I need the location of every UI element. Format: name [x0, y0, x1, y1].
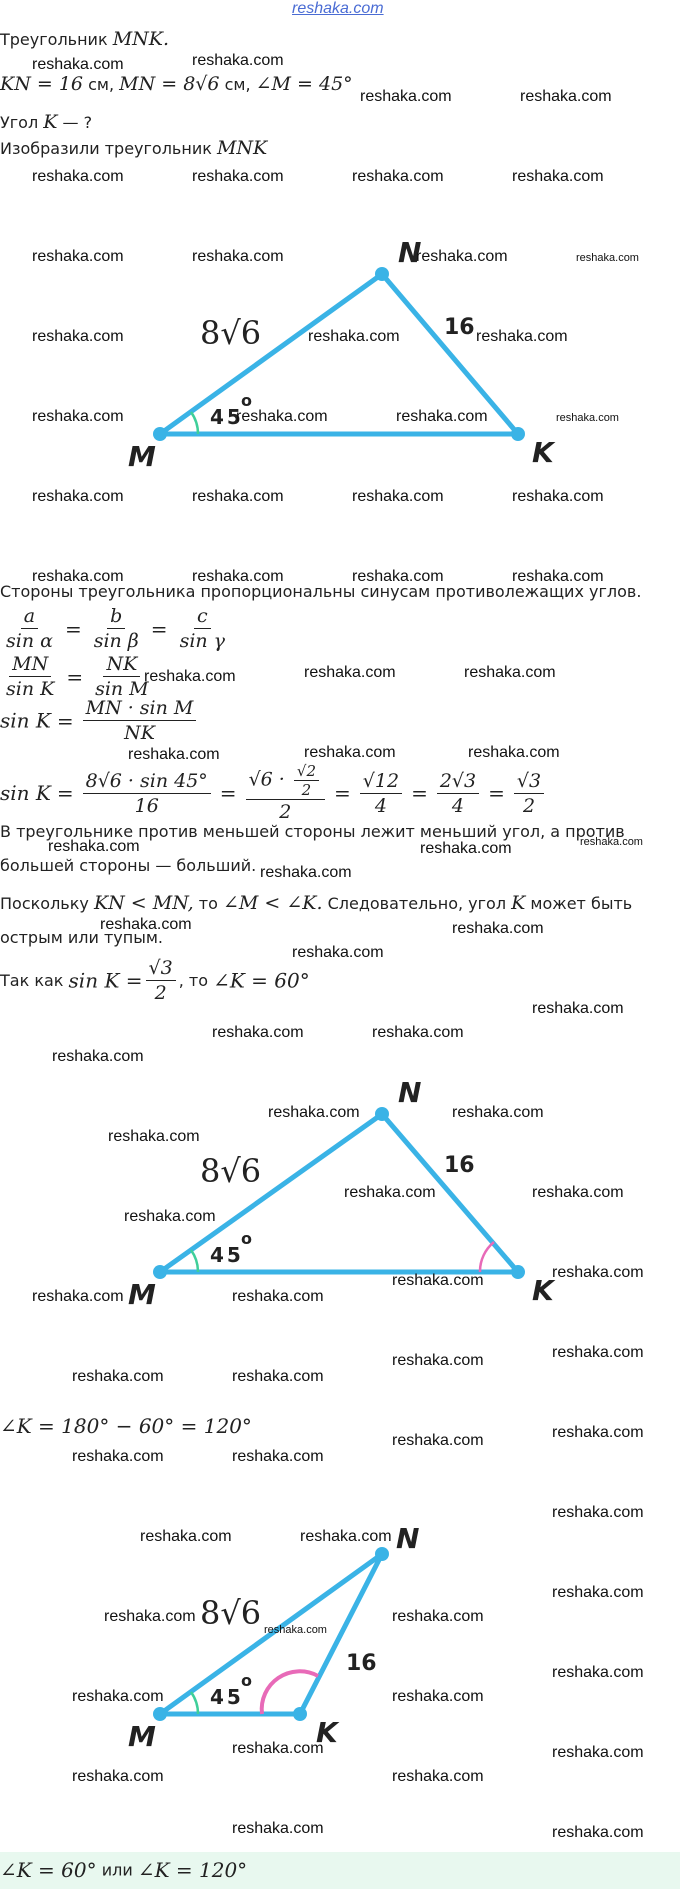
- vertex-n-label: N: [398, 1076, 422, 1109]
- answer-box: [0, 1852, 680, 1889]
- vertex-k-dot: [511, 427, 525, 441]
- watermark: reshaka.com: [520, 88, 612, 105]
- watermark: reshaka.com: [32, 1288, 124, 1305]
- den: sin α: [6, 630, 53, 652]
- answer-line: [0, 1858, 247, 1882]
- law-formula: [0, 604, 231, 653]
- num: 8√6 · sin 45°: [83, 769, 211, 794]
- frac-c: [177, 604, 228, 653]
- watermark: reshaka.com: [32, 168, 124, 185]
- angle-m-label: 45: [210, 1685, 244, 1709]
- vertex-k-label: K: [532, 436, 554, 469]
- watermark: reshaka.com: [552, 1584, 644, 1601]
- vertex-k-label: K: [316, 1716, 338, 1749]
- since-math-2: ∠M < ∠K.: [222, 892, 323, 914]
- side-nk-label: 16: [444, 1153, 475, 1178]
- watermark: reshaka.com: [232, 1740, 324, 1757]
- watermark: reshaka.com: [512, 568, 604, 585]
- second-case-formula: ∠K = 180° − 60° = 120°: [0, 1414, 252, 1438]
- angle-m-arc: [191, 1250, 198, 1272]
- drawn-triangle: MNK: [216, 137, 268, 159]
- unit-cm-2: см,: [219, 75, 256, 94]
- calc-f4: [437, 769, 479, 818]
- angle-k-arc: [480, 1242, 494, 1272]
- question-label: Угол: [0, 113, 44, 132]
- answer-part-1: ∠K = 60°: [0, 1858, 97, 1882]
- vertex-n-dot: [375, 267, 389, 281]
- num: NK: [103, 652, 140, 677]
- watermark: reshaka.com: [32, 248, 124, 265]
- watermark: reshaka.com: [392, 1352, 484, 1369]
- watermark: reshaka.com: [128, 746, 220, 763]
- num: [246, 762, 325, 800]
- site-link[interactable]: reshaka.com: [292, 0, 384, 17]
- num: √3: [514, 769, 544, 794]
- vertex-m-dot: [153, 1265, 167, 1279]
- problem-line-1: [0, 28, 169, 50]
- watermark: reshaka.com: [264, 1624, 327, 1636]
- vertex-n-label: N: [398, 236, 422, 269]
- num: √3: [146, 956, 176, 981]
- vertex-m-dot: [153, 427, 167, 441]
- watermark: reshaka.com: [552, 1664, 644, 1681]
- watermark: reshaka.com: [32, 56, 124, 73]
- since-math: KN < MN,: [93, 892, 194, 914]
- watermark: reshaka.com: [512, 488, 604, 505]
- num: 2√3: [437, 769, 479, 794]
- degree-mark: o: [241, 391, 252, 410]
- answer-part-2: ∠K = 120°: [137, 1858, 248, 1882]
- watermark: reshaka.com: [72, 1368, 164, 1385]
- den: 2: [301, 781, 312, 799]
- vertex-m-label: M: [128, 440, 156, 470]
- watermark: reshaka.com: [532, 1184, 624, 1201]
- side-mn-label: 8√6: [200, 314, 262, 352]
- watermark: reshaka.com: [72, 1448, 164, 1465]
- so-to: , то: [178, 971, 214, 990]
- watermark: reshaka.com: [32, 408, 124, 425]
- eq: =: [411, 781, 428, 805]
- num: a: [21, 604, 38, 629]
- degree-mark: o: [241, 1229, 252, 1248]
- watermark: reshaka.com: [232, 1448, 324, 1465]
- num: √2: [294, 762, 319, 781]
- vertex-k-dot: [511, 1265, 525, 1279]
- frac-a: [3, 604, 56, 653]
- law-text: Стороны треугольника пропорциональны синусам противолежащих углов.: [0, 582, 642, 601]
- watermark: reshaka.com: [352, 488, 444, 505]
- frac-nk: [92, 652, 152, 701]
- side-nk-label: 16: [444, 315, 475, 340]
- den: 4: [374, 794, 387, 817]
- watermark: reshaka.com: [552, 1504, 644, 1521]
- eq: =: [66, 664, 84, 689]
- watermark: reshaka.com: [392, 1608, 484, 1625]
- den: sin γ: [179, 630, 226, 652]
- rule-line-2: большей стороны — больший.: [0, 856, 257, 875]
- watermark: reshaka.com: [232, 1820, 324, 1837]
- watermark: reshaka.com: [192, 168, 284, 185]
- watermark: reshaka.com: [32, 488, 124, 505]
- side-mn-label: 8√6: [200, 1152, 262, 1190]
- question-line: [0, 111, 92, 133]
- watermark: reshaka.com: [396, 408, 488, 425]
- vertex-k-dot: [293, 1707, 307, 1721]
- watermark: reshaka.com: [308, 328, 400, 345]
- den: sin β: [93, 630, 139, 652]
- second-case: [0, 1414, 252, 1438]
- eq: =: [56, 708, 74, 733]
- den: NK: [124, 722, 155, 744]
- num: c: [194, 604, 211, 629]
- watermark: reshaka.com: [476, 328, 568, 345]
- watermark: reshaka.com: [104, 1608, 196, 1625]
- triangle-figure-1: [0, 230, 680, 470]
- watermark: reshaka.com: [72, 1688, 164, 1705]
- watermark: reshaka.com: [360, 88, 452, 105]
- den: 4: [451, 794, 465, 817]
- watermark: reshaka.com: [468, 744, 560, 761]
- watermark: reshaka.com: [72, 1768, 164, 1785]
- mn-value: MN = 8√6: [119, 73, 220, 95]
- den: 16: [134, 794, 159, 817]
- num: MN: [9, 652, 51, 677]
- den: 2: [279, 801, 292, 823]
- watermark: reshaka.com: [140, 1528, 232, 1545]
- den: sin M: [95, 678, 149, 700]
- since-line: [0, 892, 632, 914]
- drawn-line: [0, 137, 267, 159]
- since-line-2: острым или тупым.: [0, 928, 163, 947]
- kn-value: KN = 16: [0, 73, 83, 95]
- so-label: Так как: [0, 971, 69, 990]
- angle-m-arc: [191, 1692, 198, 1714]
- num-a: √6 ·: [248, 768, 285, 791]
- watermark: reshaka.com: [300, 1528, 392, 1545]
- num: b: [107, 604, 125, 629]
- den: sin K: [6, 678, 55, 700]
- eq: =: [56, 781, 74, 805]
- vertex-m-label: M: [128, 1720, 156, 1753]
- watermark: reshaka.com: [236, 408, 328, 425]
- side-mn-label: 8√6: [200, 1594, 262, 1632]
- watermark: reshaka.com: [352, 568, 444, 585]
- triangle-figure-3: [0, 1520, 680, 1760]
- drawn-label: Изобразили треугольник: [0, 139, 217, 158]
- eq: =: [64, 616, 82, 641]
- calc-f1: [83, 769, 211, 818]
- eq: =: [219, 781, 237, 805]
- watermark: reshaka.com: [392, 1432, 484, 1449]
- inner-frac: [294, 762, 319, 799]
- watermark: reshaka.com: [192, 248, 284, 265]
- calc-f2: [246, 762, 325, 824]
- so-sin: sin K =: [68, 968, 143, 993]
- eq: =: [150, 616, 168, 641]
- watermark: reshaka.com: [32, 328, 124, 345]
- so-frac: [146, 956, 176, 1005]
- watermark: reshaka.com: [48, 838, 140, 855]
- problem-label: Треугольник: [0, 30, 113, 49]
- answer-or: или: [96, 1860, 138, 1880]
- watermark: reshaka.com: [552, 1344, 644, 1361]
- problem-line-2: [0, 73, 353, 95]
- since-k: K: [511, 892, 526, 914]
- watermark: reshaka.com: [232, 1368, 324, 1385]
- watermark: reshaka.com: [556, 412, 619, 424]
- since-to: то: [193, 894, 223, 913]
- watermark: reshaka.com: [576, 252, 639, 264]
- watermark: reshaka.com: [580, 836, 643, 848]
- watermark: reshaka.com: [192, 52, 284, 69]
- watermark: reshaka.com: [108, 1128, 200, 1145]
- frac-sin-k: [83, 696, 197, 745]
- vertex-n-dot: [375, 1107, 389, 1121]
- watermark: reshaka.com: [232, 1288, 324, 1305]
- watermark: reshaka.com: [212, 1024, 304, 1041]
- calc-f5: [514, 769, 544, 818]
- sin-k-label: sin K: [0, 708, 51, 733]
- watermark: reshaka.com: [416, 248, 508, 265]
- watermark: reshaka.com: [124, 1208, 216, 1225]
- watermark: reshaka.com: [420, 840, 512, 857]
- problem-triangle: MNK.: [112, 28, 170, 50]
- angle-m-label: 45: [210, 405, 244, 429]
- watermark: reshaka.com: [192, 568, 284, 585]
- vertex-n-label: N: [396, 1522, 420, 1555]
- question-tail: — ?: [57, 113, 93, 132]
- angle-m-value: ∠M = 45°: [255, 73, 353, 95]
- watermark: reshaka.com: [512, 168, 604, 185]
- watermark: reshaka.com: [372, 1024, 464, 1041]
- watermark: reshaka.com: [392, 1272, 484, 1289]
- vertex-n-dot: [375, 1547, 389, 1561]
- side-nk-label: 16: [346, 1651, 377, 1676]
- num: √12: [360, 769, 402, 794]
- watermark: reshaka.com: [32, 568, 124, 585]
- watermark: reshaka.com: [392, 1688, 484, 1705]
- eq: =: [334, 781, 351, 805]
- since-label: Поскольку: [0, 894, 94, 913]
- watermark: reshaka.com: [452, 920, 544, 937]
- rule-line-1: В треугольнике против меньшей стороны лежит меньший угол, а против: [0, 822, 625, 841]
- den: 2: [522, 794, 536, 817]
- watermark: reshaka.com: [552, 1744, 644, 1761]
- num: MN · sin M: [83, 696, 197, 721]
- sin-k-calc: [0, 762, 547, 824]
- watermark: reshaka.com: [268, 1104, 360, 1121]
- angle-m-label: 45: [210, 1243, 244, 1267]
- ratio-formula: [0, 652, 155, 701]
- watermark: reshaka.com: [552, 1824, 644, 1841]
- watermark: reshaka.com: [344, 1184, 436, 1201]
- vertex-m-dot: [153, 1707, 167, 1721]
- watermark: reshaka.com: [292, 944, 384, 961]
- frac-b: [91, 604, 142, 653]
- angle-m-arc: [191, 412, 198, 434]
- watermark: reshaka.com: [392, 1768, 484, 1785]
- watermark: reshaka.com: [352, 168, 444, 185]
- sin-k-formula: [0, 696, 199, 745]
- degree-mark: o: [241, 1671, 252, 1690]
- watermark: reshaka.com: [304, 664, 396, 681]
- frac-mn: [3, 652, 57, 701]
- since-tail-2: может быть: [525, 894, 633, 913]
- watermark: reshaka.com: [52, 1048, 144, 1065]
- sin-k-label-2: sin K: [0, 781, 51, 805]
- watermark: reshaka.com: [192, 488, 284, 505]
- so-line: [0, 956, 310, 1005]
- watermark: reshaka.com: [452, 1104, 544, 1121]
- eq: =: [488, 781, 505, 805]
- so-result: ∠K = 60°: [213, 968, 310, 993]
- unit-cm: см,: [83, 75, 120, 94]
- watermark: reshaka.com: [464, 664, 556, 681]
- watermark: reshaka.com: [532, 1000, 624, 1017]
- watermark: reshaka.com: [552, 1264, 644, 1281]
- vertex-m-label: M: [128, 1278, 156, 1310]
- since-tail: Следовательно, угол: [322, 894, 512, 913]
- calc-f3: [360, 769, 402, 818]
- watermark: reshaka.com: [144, 668, 236, 685]
- watermark: reshaka.com: [304, 744, 396, 761]
- den: 2: [154, 982, 167, 1004]
- watermark: reshaka.com: [552, 1424, 644, 1441]
- watermark: reshaka.com: [100, 916, 192, 933]
- question-angle: K: [43, 111, 58, 133]
- vertex-k-label: K: [532, 1274, 554, 1307]
- watermark: reshaka.com: [260, 864, 352, 881]
